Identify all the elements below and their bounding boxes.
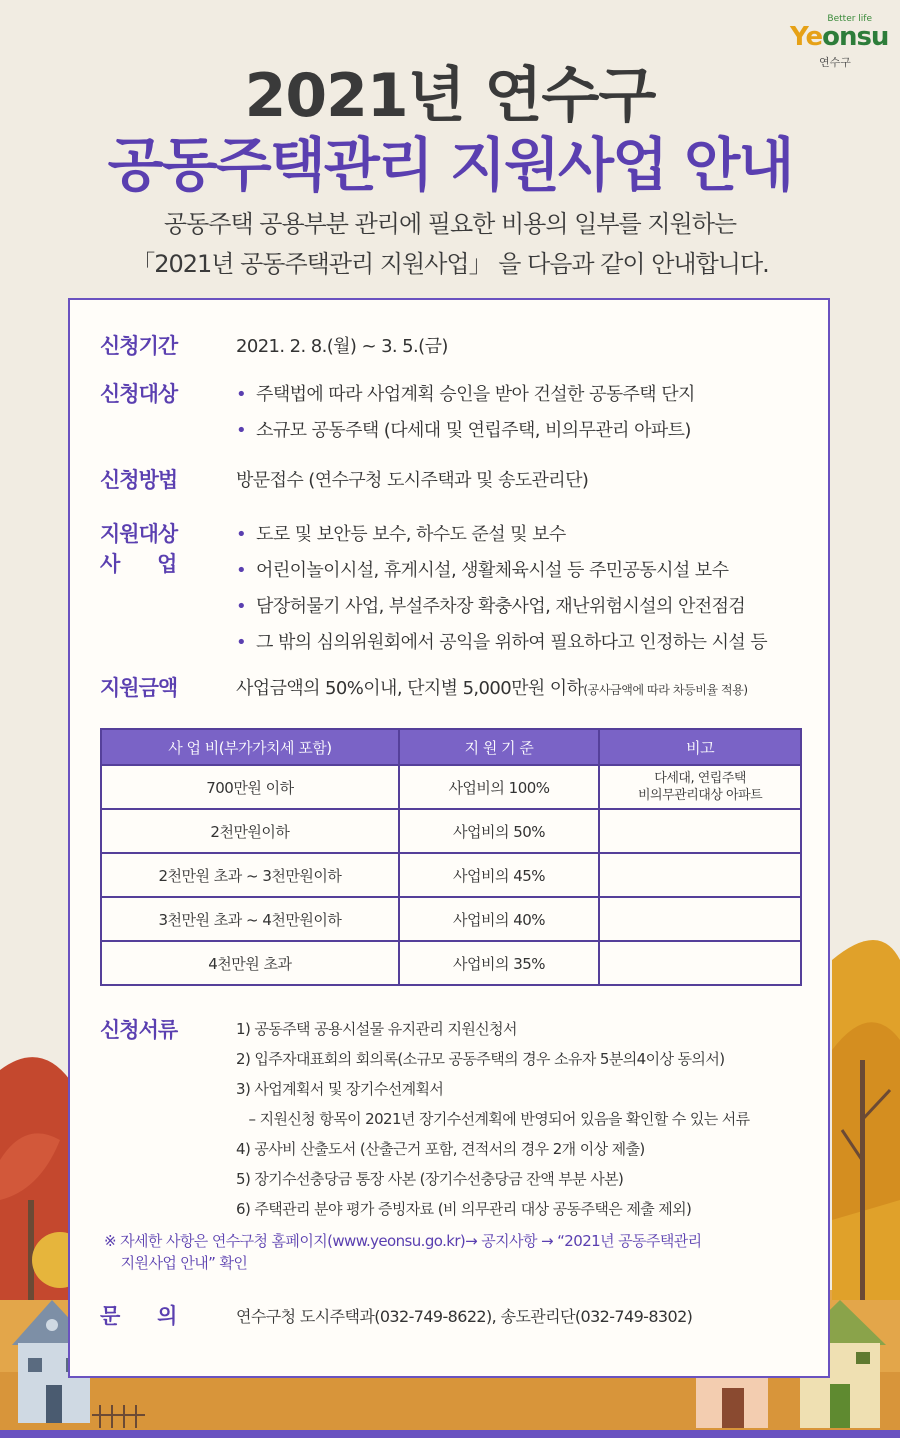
table-cell (599, 941, 801, 985)
contact-label: 문 의 (100, 1304, 177, 1328)
info-panel (68, 298, 830, 1378)
table-row (101, 941, 801, 985)
table-cell: 사업비의 45% (399, 853, 599, 897)
table-cell: 사업비의 35% (399, 941, 599, 985)
table-row (101, 897, 801, 941)
contact-value: 연수구청 도시주택과(032-749-8622), 송도관리단(032-749-8302) (236, 1307, 693, 1326)
table-cell: 4천만원 초과 (101, 941, 399, 985)
table-cell: 2천만원이하 (101, 809, 399, 853)
list-item: 2) 입주자대표회의 회의록(소규모 공동주택의 경우 소유자 5분의4이상 동의서) (236, 1050, 725, 1068)
table-cell: 사업비의 50% (399, 809, 599, 853)
list-item: 5) 장기수선충당금 통장 사본 (장기수선충당금 잔액 부분 사본) (236, 1170, 624, 1188)
table-cell: 사업비의 40% (399, 897, 599, 941)
support-table (100, 728, 802, 986)
list-item: 4) 공사비 산출도서 (산출근거 포함, 견적서의 경우 2개 이상 제출) (236, 1140, 645, 1158)
list-item: • 주택법에 따라 사업계획 승인을 받아 건설한 공동주택 단지 (236, 384, 695, 405)
projects-label: 지원대상 사 업 (100, 522, 178, 576)
list-item: 3) 사업계획서 및 장기수선계획서 (236, 1080, 444, 1098)
list-item: • 소규모 공동주택 (다세대 및 연립주택, 비의무관리 아파트) (236, 420, 691, 441)
page-title: 공동주택관리 지원사업 안내 (107, 131, 793, 199)
list-item: 6) 주택관리 분야 평가 증빙자료 (비 의무관리 대상 공동주택은 제출 제외) (236, 1200, 692, 1218)
target-label: 신청대상 (100, 382, 178, 406)
period-label: 신청기간 (100, 334, 178, 358)
table-cell (599, 897, 801, 941)
logo-wordmark: Yeonsu (790, 22, 889, 52)
table-cell (599, 853, 801, 897)
list-item: 1) 공동주택 공용시설물 유지관리 지원신청서 (236, 1020, 517, 1038)
table-header-row (101, 729, 801, 765)
method-label: 신청방법 (100, 468, 178, 492)
list-item: – 지원신청 항목이 2021년 장기수선계획에 반영되어 있음을 확인할 수 있는 서류 (236, 1110, 750, 1128)
table-row (101, 809, 801, 853)
documents-label: 신청서류 (100, 1018, 178, 1042)
table-cell: 사업비의 100% (399, 765, 599, 809)
table-cell: 다세대, 연립주택 비의무관리대상 아파트 (599, 765, 801, 809)
table-cell: 2천만원 초과 ~ 3천만원이하 (101, 853, 399, 897)
table-cell: 700만원 이하 (101, 765, 399, 809)
table-cell: 3천만원 초과 ~ 4천만원이하 (101, 897, 399, 941)
amount-label: 지원금액 (100, 676, 178, 700)
table-header-cell: 비고 (599, 729, 801, 765)
logo-korean: 연수구 (819, 56, 851, 69)
reference-note: ※ 자세한 사항은 연수구청 홈페이지(www.yeonsu.go.kr)→ 공지사항 → “2021년 공동주택관리 지원사업 안내” 확인 (104, 1232, 702, 1272)
amount-value: 사업금액의 50%이내, 단지별 5,000만원 이하(공사금액에 따라 차등비율 적용) (236, 678, 748, 699)
period-value: 2021. 2. 8.(월) ~ 3. 5.(금) (236, 336, 448, 357)
list-item: • 도로 및 보안등 보수, 하수도 준설 및 보수 (236, 524, 566, 545)
table-header-cell: 사 업 비(부가가치세 포함) (101, 729, 399, 765)
intro-text: 공동주택 공용부분 관리에 필요한 비용의 일부를 지원하는 「2021년 공동주택관리 지원사업」 을 다음과 같이 안내합니다. (131, 210, 769, 278)
method-value: 방문접수 (연수구청 도시주택과 및 송도관리단) (236, 470, 589, 491)
table-cell (599, 809, 801, 853)
table-row (101, 853, 801, 897)
list-item: • 어린이놀이시설, 휴게시설, 생활체육시설 등 주민공동시설 보수 (236, 560, 729, 581)
logo-tagline: Better life (827, 14, 872, 24)
table-header-cell: 지 원 기 준 (399, 729, 599, 765)
list-item: • 담장허물기 사업, 부설주차장 확충사업, 재난위험시설의 안전점검 (236, 596, 746, 617)
table-row (101, 765, 801, 809)
list-item: • 그 밖의 심의위원회에서 공익을 위하여 필요하다고 인정하는 시설 등 (236, 632, 768, 653)
title-year: 2021년 연수구 (244, 61, 656, 131)
